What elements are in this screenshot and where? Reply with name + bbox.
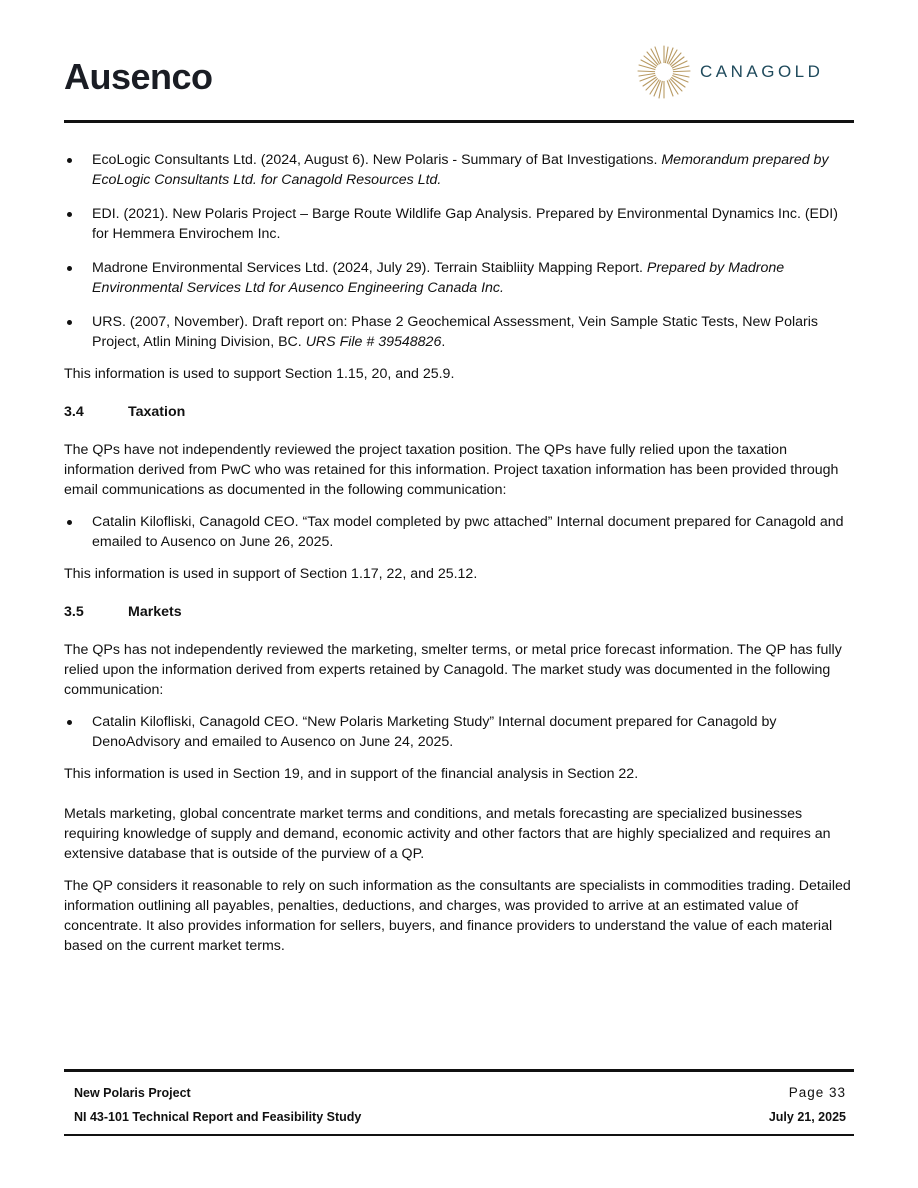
section-title: Taxation xyxy=(128,404,186,420)
reference-item xyxy=(64,204,854,244)
communication-item: Catalin Kilofliski, Canagold CEO. “New Polaris Marketing Study” Internal document prepared for Canagold by DenoAdvisory and emailed to Ausenco on June 24, 2025. xyxy=(64,712,854,752)
reference-text: URS. (2007, November). Draft report on: Phase 2 Geochemical Assessment, Vein Sample Static Tests, New Polaris Project, Atlin Mining Division, BC. xyxy=(92,314,818,350)
communication-item: Catalin Kilofliski, Canagold CEO. “Tax model completed by pwc attached” Internal document prepared for Canagold and emailed to Ausenco on June 26, 2025. xyxy=(64,512,854,552)
reference-italic: URS File # 39548826 xyxy=(305,334,442,350)
reference-list xyxy=(64,150,854,352)
section-number: 3.4 xyxy=(64,404,84,420)
section-title: Markets xyxy=(128,604,182,620)
paragraph: The QPs has not independently reviewed the marketing, smelter terms, or metal price forecast information. The QP has fully relied upon the information derived from experts retained by Canagold. The market study was documented in the following communication: xyxy=(64,642,842,698)
canagold-logo-text: CANAGOLD xyxy=(700,62,824,81)
communication-list xyxy=(64,712,854,752)
reference-text: EDI. (2021). New Polaris Project – Barge Route Wildlife Gap Analysis. Prepared by Environmental Dynamics Inc. (EDI) for Hemmera Envirochem Inc. xyxy=(92,206,838,242)
ausenco-logo xyxy=(64,56,213,98)
section-number: 3.5 xyxy=(64,604,84,620)
reference-item xyxy=(64,150,854,190)
support-statement: This information is used in support of Section 1.17, 22, and 25.12. xyxy=(64,566,478,582)
header-rule xyxy=(64,120,854,123)
footer-bottom-rule xyxy=(64,1134,854,1136)
document-body xyxy=(64,150,854,968)
footer-rule xyxy=(64,1069,854,1072)
section-heading-markets xyxy=(64,602,854,622)
reference-italic: Prepared by Madrone Environmental Services Ltd for Ausenco Engineering Canada Inc. xyxy=(92,260,785,296)
support-statement: This information is used to support Section 1.15, 20, and 25.9. xyxy=(64,366,455,382)
canagold-logo xyxy=(636,40,856,104)
paragraph: The QPs have not independently reviewed the project taxation position. The QPs have fully relied upon the taxation information derived from PwC who was retained for this information. Project taxation information has been provided through email communications as documented in the following communication: xyxy=(64,442,839,498)
footer-project: New Polaris Project xyxy=(74,1086,191,1100)
page-number: Page 33 xyxy=(788,1085,846,1100)
footer-report-title: NI 43-101 Technical Report and Feasibility Study xyxy=(74,1110,362,1124)
support-statement: This information is used in Section 19, and in support of the financial analysis in Section 22. xyxy=(64,766,639,782)
footer-date: July 21, 2025 xyxy=(768,1110,846,1124)
paragraph: Metals marketing, global concentrate market terms and conditions, and metals forecasting are specialized businesses requiring knowledge of supply and demand, economic activity and other factors that are highly specialized and requires an extensive database that is outside of the purview of a QP. xyxy=(64,806,831,862)
reference-text: Madrone Environmental Services Ltd. (2024, July 29). Terrain Staibliity Mapping Report. xyxy=(92,260,647,276)
communication-list xyxy=(64,512,854,552)
section-heading-taxation xyxy=(64,402,854,422)
reference-italic: Memorandum prepared by EcoLogic Consultants Ltd. for Canagold Resources Ltd. xyxy=(92,152,829,188)
reference-text: EcoLogic Consultants Ltd. (2024, August 6). New Polaris - Summary of Bat Investigations. xyxy=(92,152,662,168)
ausenco-logo-text: Ausenco xyxy=(64,56,213,97)
paragraph: The QP considers it reasonable to rely on such information as the consultants are specialists in commodities trading. Detailed information outlining all payables, penalties, deductions, and charges, was provided to arrive at an estimated value of concentrate. It also provides information for sellers, buyers, and finance providers to understand the value of each material based on the current market terms. xyxy=(64,878,851,954)
reference-text-end: . xyxy=(441,334,446,350)
reference-item xyxy=(64,258,854,298)
sunburst-icon xyxy=(636,44,692,100)
reference-item xyxy=(64,312,854,352)
